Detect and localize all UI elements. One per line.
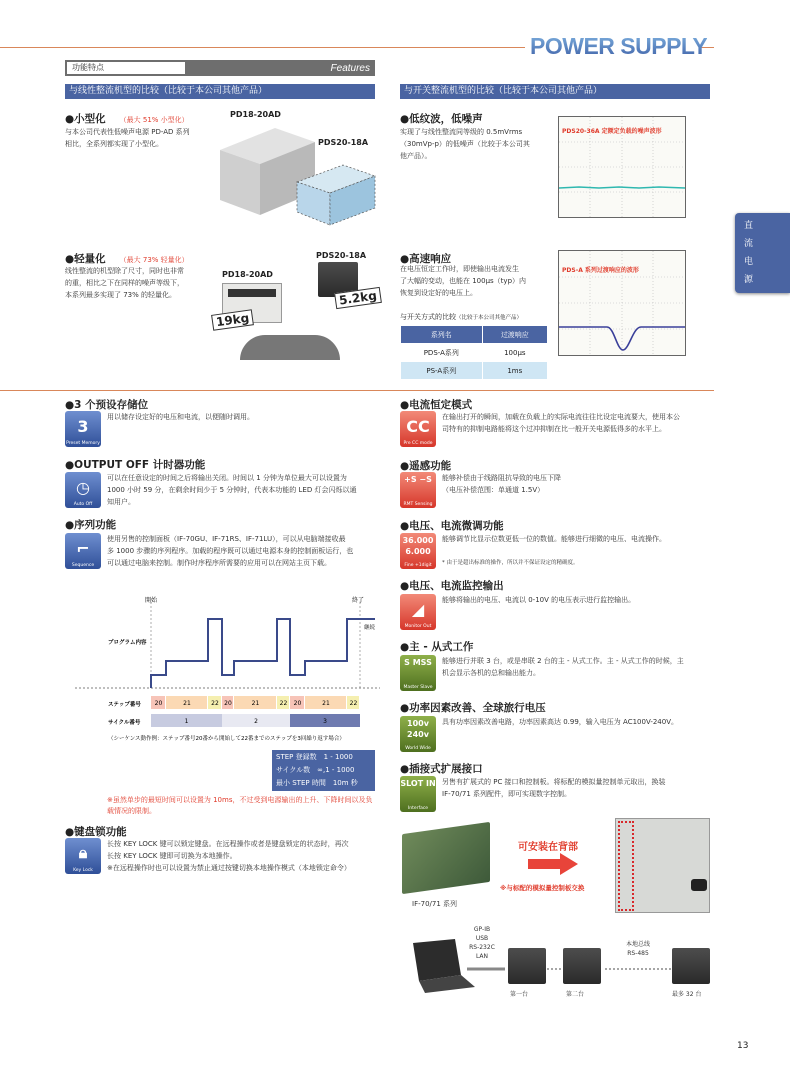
unit-label: 最多 32 台 bbox=[672, 991, 702, 998]
cycle-number: 2 bbox=[254, 718, 258, 725]
interface-card-image bbox=[402, 822, 490, 894]
feature-icon: CC Pre CC mode bbox=[400, 411, 436, 447]
light-title: ●轻量化 （最大 73% 轻量化） bbox=[65, 253, 189, 265]
feature-title: ●序列功能 bbox=[65, 519, 117, 531]
scope-label: PDS20-36A 定额定负载的噪声波形 bbox=[562, 128, 662, 135]
scale-image bbox=[240, 335, 340, 360]
feature-title: ●3 个预设存储位 bbox=[65, 399, 149, 411]
spec-line: サイクル数 ∞,1 - 1000 bbox=[276, 766, 355, 774]
sequence-diagram bbox=[60, 590, 390, 750]
features-label-en: Features bbox=[330, 62, 370, 74]
response-table bbox=[400, 325, 548, 380]
side-tab[interactable] bbox=[735, 213, 790, 293]
table-cell: PDS-A系列 bbox=[401, 344, 483, 362]
weight-badge: 19kg bbox=[211, 309, 254, 331]
step-number: 22 bbox=[211, 700, 219, 707]
step-number: 22 bbox=[279, 700, 288, 707]
feature-desc: 能够补偿由于线路阻抗导致的电压下降 （电压补偿范围：单通道 1.5V） bbox=[442, 474, 561, 494]
compact-desc: 与本公司代表性低噪声电源 PD-AD 系列 相比，全系列都实现了小型化。 bbox=[65, 128, 190, 148]
power-unit-icon bbox=[508, 948, 546, 984]
feature-icon: S MSS Master Slave bbox=[400, 655, 436, 691]
feature-icon: 3 Preset Memory bbox=[65, 411, 101, 447]
table-title: 与开关方式的比较（比较于本公司其他产品） bbox=[400, 313, 523, 321]
feature-desc: 使用另售的控制面板（IF-70GU、IF-71RS、IF-71LU），可以从电脑端接收最 多 1000 步骤的序列程序。加载的程序既可以通过电源本身的控制面板运行，也 可以通过电脑来控制。制作时序程序所需要的应用可以在网站主页下载。 bbox=[107, 535, 354, 567]
features-label-cn: 功能特点 bbox=[67, 62, 185, 74]
model-label: PDS20-18A bbox=[316, 251, 367, 260]
model-label: PD18-20AD bbox=[222, 270, 273, 279]
power-unit-icon bbox=[672, 948, 710, 984]
power-unit-icon bbox=[563, 948, 601, 984]
feature-icon: ◢ Monitor Out bbox=[400, 594, 436, 630]
program-waveform bbox=[151, 619, 375, 688]
swap-note: ※与标配的模拟量控制板交换 bbox=[500, 884, 585, 892]
switching-compare-heading: 与开关整流机型的比较（比较于本公司其他产品） bbox=[400, 84, 710, 99]
feature-desc: 用以储存设定好的电压和电流，以便随时调用。 bbox=[107, 413, 254, 421]
step-note: ※虽然单步的最短时间可以设置为 10ms，不过受到电源输出的上升、下降时间以及负 载情况的限制。 bbox=[107, 796, 373, 815]
weight-badge: 5.2kg bbox=[334, 287, 382, 309]
feature-desc: 能够调节比显示位数更低一位的数值。能够进行细微的电压、电流操作。 * 由于是超出标准的操作，所以并不保证设定的精确度。 bbox=[442, 535, 666, 566]
rear-panel-image bbox=[615, 818, 710, 913]
section-divider bbox=[0, 390, 714, 391]
end-label: 終了 bbox=[352, 597, 365, 604]
spec-line: 最小 STEP 時間 10m 秒 bbox=[276, 779, 358, 787]
feature-desc: 可以在任意设定的时间之后将输出关闭。时间以 1 分钟为单位最大可以设置为 1000 小时 59 分，在剩余时间少于 5 分钟时，代表本功能的 LED 灯会闪烁以通 知用户。 bbox=[107, 474, 357, 506]
pc-links: GP-IB USB RS-232C LAN bbox=[469, 926, 495, 960]
size-comparison-boxes bbox=[215, 120, 380, 235]
compact-title: ●小型化 （最大 51% 小型化） bbox=[65, 113, 189, 125]
model-label: PD18-20AD bbox=[230, 110, 281, 119]
mount-text: 可安装在背部 bbox=[518, 842, 578, 853]
feature-title: ●主 - 从式工作 bbox=[400, 641, 474, 653]
keylock-desc: 长按 KEY LOCK 键可以锁定键盘。在远程操作或者是键盘锁定的状态时，再次 长按 KEY LOCK 键即可切换为本地操作。 ※在远程操作时也可以设置为禁止通过按键切换本地操作模式（本地锁定命令） bbox=[107, 840, 351, 872]
cycle-label: サイクル番号 bbox=[108, 720, 141, 726]
light-desc: 线性整流的机型除了尺寸，同时也非常 的重，相比之下在同样的噪声等级下， 本系列最多实现了 73% 的轻量化。 bbox=[65, 267, 184, 299]
step-number: 21 bbox=[322, 700, 330, 707]
table-cell: PS-A系列 bbox=[401, 362, 483, 380]
feature-icon: ⌐ Sequence bbox=[65, 533, 101, 569]
step-number: 20 bbox=[293, 700, 302, 707]
keylock-title: ●键盘锁功能 bbox=[65, 826, 127, 838]
feature-icon: 36.000 6.000 Fine +1digit bbox=[400, 533, 436, 569]
feature-desc: 具有功率因素改善电路，功率因素高达 0.99，输入电压为 AC100V-240V。 bbox=[442, 718, 679, 726]
start-label: 開始 bbox=[145, 597, 158, 604]
feature-title: ●遥感功能 bbox=[400, 460, 452, 472]
feature-desc: 能够进行并联 3 台，或是串联 2 台的主 - 从式工作。主 - 从式工作的时候，主 机会显示各机的总和输出能力。 bbox=[442, 657, 684, 677]
feature-desc: 能够将输出的电压、电流以 0-10V 的电压表示进行监控输出。 bbox=[442, 596, 636, 604]
arrow-right-icon bbox=[528, 853, 578, 875]
table-cell: 1ms bbox=[482, 362, 547, 380]
feature-icon: SLOT IN Interface bbox=[400, 776, 436, 812]
feature-icon: ◷ Auto Off bbox=[65, 472, 101, 508]
scope-label: PDS-A 系列过渡响应的波形 bbox=[562, 267, 639, 274]
unit-label: 第二台 bbox=[566, 991, 585, 998]
feature-icon: +S −S RMT Sensing bbox=[400, 472, 436, 508]
response-desc: 在电压恒定工作时，即使输出电流发生 了大幅的变动，也能在 100μs（typ）内 恢复到设定好的电压上。 bbox=[400, 265, 527, 297]
side-tab-char: 流 bbox=[744, 239, 754, 249]
spec-line: STEP 登録数 1 - 1000 bbox=[276, 753, 353, 761]
side-tab-char: 直 bbox=[744, 221, 754, 231]
cycle-number: 1 bbox=[184, 718, 189, 725]
noise-desc: 实现了与线性整流同等级的 0.5mVrms （30mVp-p）的低噪声（比较于本公司其 他产品）。 bbox=[400, 128, 530, 160]
laptop-icon bbox=[405, 935, 715, 995]
lock-icon: 🔒︎ Key Lock bbox=[65, 838, 101, 874]
column-header: 系列名 bbox=[401, 326, 483, 344]
feature-title: ●OUTPUT OFF 计时器功能 bbox=[65, 459, 206, 471]
continue-label: 継続 bbox=[364, 625, 376, 631]
unit-label: 第一台 bbox=[510, 991, 529, 998]
page-number: 13 bbox=[737, 1041, 749, 1051]
linear-compare-heading: 与线性整流机型的比较（比较于本公司其他产品） bbox=[65, 84, 375, 99]
column-header: 过渡响应 bbox=[482, 326, 547, 344]
feature-title: ●插接式扩展接口 bbox=[400, 763, 483, 775]
noise-title: ●低纹波，低噪声 bbox=[400, 113, 483, 125]
brand-title: POWER SUPPLY bbox=[530, 33, 708, 59]
feature-title: ●电压、电流监控输出 bbox=[400, 580, 504, 592]
step-number: 21 bbox=[251, 700, 260, 707]
cycle-number: 3 bbox=[323, 718, 327, 725]
header-rule bbox=[0, 47, 525, 48]
step-number: 21 bbox=[183, 700, 191, 707]
response-waveform-scope bbox=[558, 250, 686, 356]
step-number: 20 bbox=[154, 700, 163, 707]
feature-title: ●电压、电流微调功能 bbox=[400, 520, 504, 532]
step-label: ステップ番号 bbox=[108, 702, 141, 708]
feature-desc: 另售有扩展式的 PC 接口和控制板。将标配的模拟量控制单元取出，换装 IF-70/71 系列配件，即可实现数字控制。 bbox=[442, 778, 666, 798]
bus-label: 本地总线 RS-485 bbox=[625, 941, 650, 957]
table-cell: 100μs bbox=[482, 344, 547, 362]
response-title: ●高速响应 bbox=[400, 253, 452, 265]
side-tab-char: 源 bbox=[744, 275, 754, 285]
features-bar bbox=[65, 60, 375, 76]
diagram-caption: （シーケンス動作例：ステップ番号20番から開始して22番までのステップを3回繰り返す場合） bbox=[108, 736, 345, 742]
step-number: 22 bbox=[349, 700, 358, 707]
feature-desc: 在输出打开的瞬间，加载在负载上的实际电流往往比设定电流要大，使用本公 司特有的抑制电路能将这个过冲抑制在比一般开关电源低得多的水平上。 bbox=[442, 413, 680, 433]
step-spec-box bbox=[272, 750, 375, 791]
side-tab-char: 电 bbox=[744, 257, 754, 267]
program-label: プログラム内容 bbox=[108, 640, 147, 646]
feature-title: ●功率因素改善、全球旅行电压 bbox=[400, 702, 546, 714]
feature-title: ●电流恒定模式 bbox=[400, 399, 473, 411]
noise-waveform-scope bbox=[558, 116, 686, 218]
card-label: IF-70/71 系列 bbox=[412, 900, 458, 908]
step-number: 20 bbox=[224, 700, 232, 707]
feature-icon: 100v 240v World Wide bbox=[400, 716, 436, 752]
model-label: PDS20-18A bbox=[318, 138, 369, 147]
